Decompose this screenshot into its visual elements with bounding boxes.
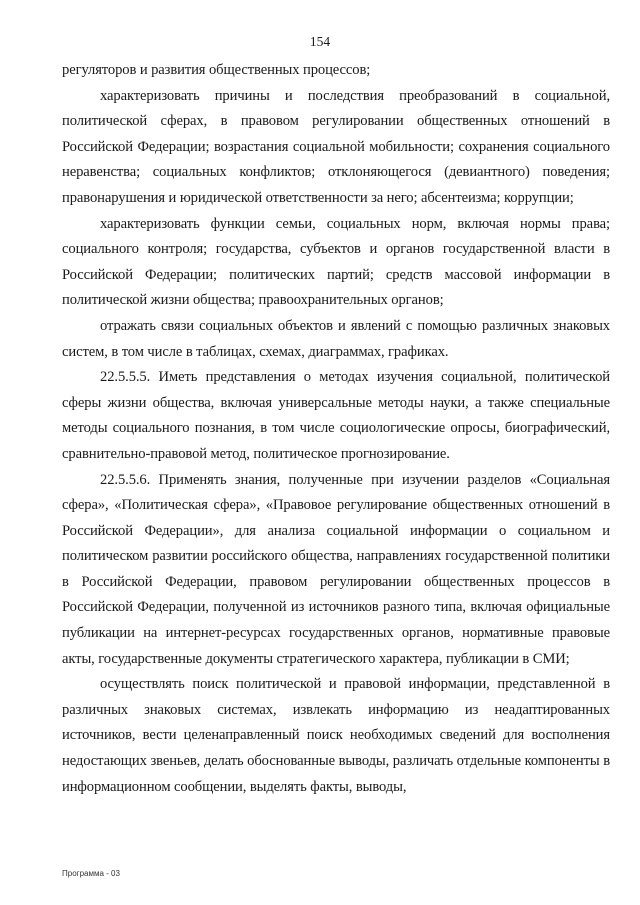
paragraph-continuation: регуляторов и развития общественных процессов;: [62, 62, 371, 78]
paragraph-22-5-5-6: 22.5.5.6. Применять знания, полученные при изучении разделов «Социальная сфера», «Политическая сфера», «Правовое регулирование общественных отношений в Российской Федерации», для анализа социальной информации о социальном и политическом развитии российского общества, направлениях государственной политики в Российской Федерации, правовом регулировании общественных процессов в Российской Федерации, полученной из источников разного типа, включая официальные публикации на интернет-ресурсах государственных органов, нормативные правовые акты, государственные документы стратегического характера, публикации в СМИ;: [62, 471, 610, 667]
body-text: [62, 58, 610, 800]
page-number: 154: [309, 34, 331, 49]
footer-program-label: Программа - 03: [62, 869, 120, 878]
paragraph-characterize-causes: характеризовать причины и последствия преобразований в социальной, политической сферах, в правовом регулировании общественных отношений в Российской Федерации; возрастания социальной мобильности; сохранения социального неравенства; социальных конфликтов; отклоняющегося (девиантного) поведения; правонарушения и юридической ответственности за него; абсентеизма; коррупции;: [62, 87, 610, 206]
paragraph-sign-systems: отражать связи социальных объектов и явлений с помощью различных знаковых систем, в том числе в таблицах, схемах, диаграммах, графиках.: [62, 317, 610, 360]
paragraph-information-search: осуществлять поиск политической и правовой информации, представленной в различных знаковых системах, извлекать информацию из неадаптированных источников, вести целенаправленный поиск необходимых сведений для восполнения недостающих звеньев, делать обоснованные выводы, различать отдельные компоненты в информационном сообщении, выделять факты, выводы,: [62, 676, 610, 795]
paragraph-characterize-functions: характеризовать функции семьи, социальных норм, включая нормы права; социального контроля; государства, субъектов и органов государственной власти в Российской Федерации; политических партий; средств массовой информации в политической жизни общества; правоохранительных органов;: [62, 215, 610, 309]
paragraph-22-5-5-5: 22.5.5.5. Иметь представления о методах изучения социальной, политической сферы жизни общества, включая универсальные методы науки, а также специальные методы социального познания, в том числе социологические опросы, биографический, сравнительно-правовой метод, политическое прогнозирование.: [62, 369, 610, 462]
